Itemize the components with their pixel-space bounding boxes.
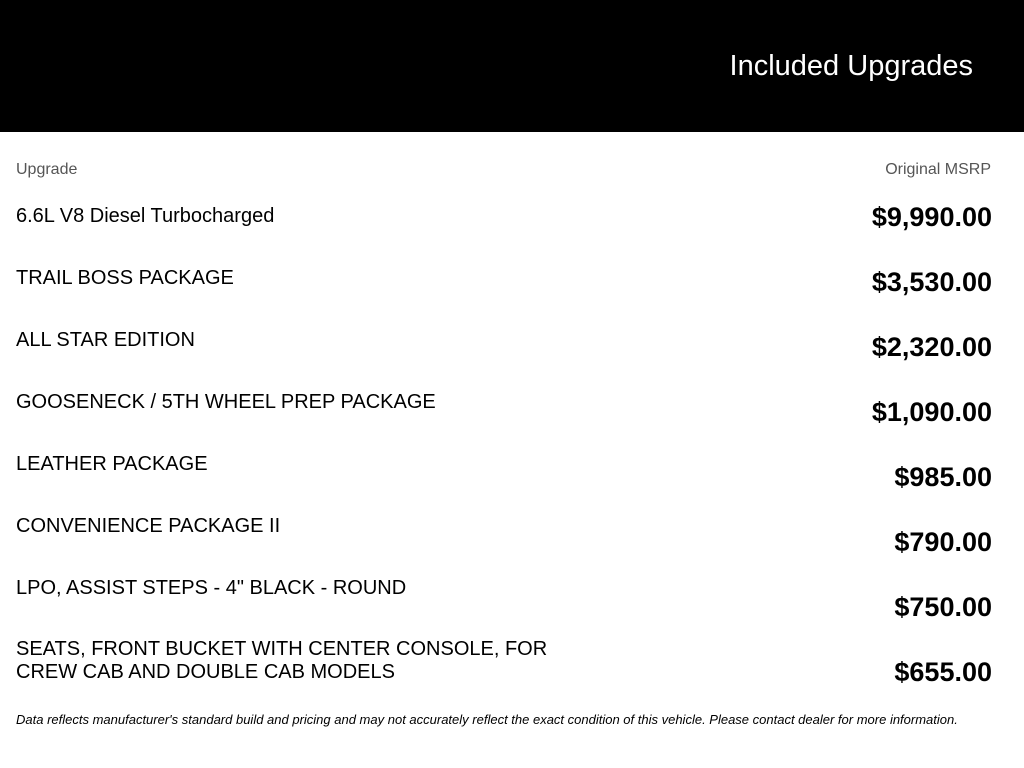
- upgrade-name: 6.6L V8 Diesel Turbocharged: [16, 205, 275, 227]
- upgrade-price: $985.00: [894, 462, 992, 492]
- msrp-column-header: Original MSRP: [885, 161, 991, 178]
- upgrade-price: $1,090.00: [871, 397, 992, 427]
- upgrade-name: LEATHER PACKAGE: [16, 453, 208, 475]
- upgrade-price: $3,530.00: [871, 267, 992, 297]
- upgrade-name: SEATS, FRONT BUCKET WITH CENTER CONSOLE, FOR CREW CAB AND DOUBLE CAB MODELS: [16, 638, 548, 683]
- upgrade-name: CONVENIENCE PACKAGE II: [16, 515, 281, 537]
- upgrade-name: LPO, ASSIST STEPS - 4" BLACK - ROUND: [16, 577, 407, 599]
- upgrade-price: $790.00: [894, 527, 992, 557]
- upgrade-name: ALL STAR EDITION: [16, 329, 195, 351]
- upgrade-price: $750.00: [894, 592, 992, 622]
- disclaimer-text: Data reflects manufacturer's standard build and pricing and may not accurately reflect the exact condition of this vehicle. Please contact dealer for more information.: [16, 712, 958, 727]
- upgrade-price: $655.00: [894, 657, 992, 687]
- upgrade-price: $2,320.00: [871, 332, 992, 362]
- upgrade-name: GOOSENECK / 5TH WHEEL PREP PACKAGE: [16, 391, 436, 413]
- upgrade-name: TRAIL BOSS PACKAGE: [16, 267, 234, 289]
- upgrade-column-header: Upgrade: [16, 161, 78, 178]
- upgrade-price: $9,990.00: [871, 202, 992, 232]
- page-title: Included Upgrades: [729, 50, 973, 82]
